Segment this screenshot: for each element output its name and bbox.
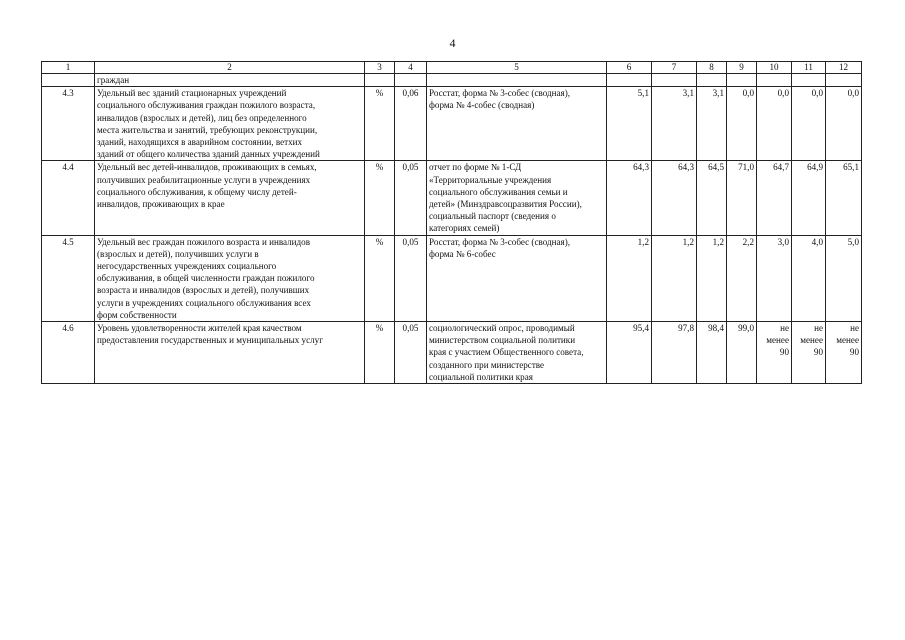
text-line: детей» (Минздравсоцразвития России), <box>429 199 582 210</box>
value-cell: 64,3 <box>652 161 697 235</box>
value-cell: 98,4 <box>697 322 727 384</box>
indicator-name <box>95 87 365 161</box>
text-line: социальный паспорт (сведения о <box>429 211 556 222</box>
text-line: негосударственных учреждениях социального <box>97 261 277 272</box>
empty-cell <box>697 74 727 87</box>
row-number: 4.5 <box>42 235 95 321</box>
header-cell: 2 <box>95 62 365 74</box>
text-line: 90 <box>849 347 859 358</box>
empty-cell <box>652 74 697 87</box>
text-line: менее <box>766 335 789 346</box>
text-line: форма № 6-собес <box>429 248 496 259</box>
header-cell: 8 <box>697 62 727 74</box>
value-cell <box>757 322 792 384</box>
header-cell: 7 <box>652 62 697 74</box>
unit-cell: % <box>365 322 395 384</box>
value-cell: 97,8 <box>652 322 697 384</box>
value-cell: 64,3 <box>607 161 652 235</box>
text-line: Удельный вес граждан пожилого возраста и инвалидов <box>97 236 311 247</box>
text-line: (взрослых и детей), получивших услуги в <box>97 248 259 259</box>
value-cell: 0,0 <box>826 87 862 161</box>
unit-cell: % <box>365 161 395 235</box>
value-cell: 1,2 <box>697 235 727 321</box>
text-line: получивших реабилитационные услуги в учреждениях <box>97 174 311 185</box>
text-line: возраста и инвалидов (взрослых и детей), получивших <box>97 285 310 296</box>
text-line: социальной политики края <box>429 371 533 382</box>
text-line: 90 <box>813 347 823 358</box>
header-cell: 6 <box>607 62 652 74</box>
text-line: социального обслуживания семьи и <box>429 186 568 197</box>
value-cell: 3,1 <box>652 87 697 161</box>
value-cell: 64,9 <box>792 161 826 235</box>
text-line: социального обслуживания граждан пожилого возраста, <box>97 100 316 111</box>
text-line: «Территориальные учреждения <box>429 174 552 185</box>
header-cell: 4 <box>395 62 427 74</box>
text-line: зданий от общего количества зданий данных учреждений <box>97 149 320 160</box>
row-number: 4.4 <box>42 161 95 235</box>
value-cell: 4,0 <box>792 235 826 321</box>
indicator-name <box>95 235 365 321</box>
text-line: созданного при министерстве <box>429 359 545 370</box>
indicator-name <box>95 322 365 384</box>
empty-cell <box>727 74 757 87</box>
value-cell: 5,1 <box>607 87 652 161</box>
text-line: обслуживания, в общей численности граждан пожилого <box>97 273 315 284</box>
empty-cell <box>607 74 652 87</box>
source-cell <box>427 235 607 321</box>
text-line: не <box>850 323 859 334</box>
text-line: социологический опрос, проводимый <box>429 323 575 334</box>
page-number: 4 <box>449 36 456 50</box>
value-cell: 2,2 <box>727 235 757 321</box>
table-row <box>42 322 862 384</box>
continuation-text: граждан <box>95 74 365 87</box>
table-row <box>42 161 862 235</box>
value-cell: 3,0 <box>757 235 792 321</box>
text-line: услуги в учреждениях социального обслуживания всех <box>97 297 311 308</box>
empty-cell <box>427 74 607 87</box>
header-cell: 3 <box>365 62 395 74</box>
value-cell: 1,2 <box>652 235 697 321</box>
value-cell: 3,1 <box>697 87 727 161</box>
value-cell <box>792 322 826 384</box>
empty-cell <box>42 74 95 87</box>
indicators-table <box>41 61 862 384</box>
text-line: инвалидов (взрослых и детей), лиц без определенного <box>97 112 307 123</box>
value-cell: 0,0 <box>757 87 792 161</box>
value-cell: 95,4 <box>607 322 652 384</box>
empty-cell <box>757 74 792 87</box>
empty-cell <box>395 74 427 87</box>
header-cell: 11 <box>792 62 826 74</box>
text-line: инвалидов, проживающих в крае <box>97 199 225 210</box>
unit-cell: % <box>365 87 395 161</box>
weight-cell: 0,06 <box>395 87 427 161</box>
value-cell: 0,0 <box>727 87 757 161</box>
text-line: форма № 4-собес (сводная) <box>429 100 535 111</box>
value-cell: 64,7 <box>757 161 792 235</box>
text-line: места жительства и занятий, требующих реконструкции, <box>97 124 318 135</box>
text-line: Росстат, форма № 3-собес (сводная), <box>429 236 571 247</box>
unit-cell: % <box>365 235 395 321</box>
text-line: социального обслуживания, к общему числу детей- <box>97 186 297 197</box>
source-cell <box>427 87 607 161</box>
text-line: зданий, находящихся в аварийном состоянии, ветхих <box>97 137 303 148</box>
text-line: менее <box>800 335 823 346</box>
continuation-row <box>42 74 862 87</box>
value-cell: 0,0 <box>792 87 826 161</box>
source-cell <box>427 161 607 235</box>
table-row <box>42 87 862 161</box>
value-cell: 65,1 <box>826 161 862 235</box>
text-line: отчет по форме № 1-СД <box>429 162 522 173</box>
text-line: Удельный вес детей-инвалидов, проживающих в семьях, <box>97 162 317 173</box>
weight-cell: 0,05 <box>395 322 427 384</box>
value-cell: 5,0 <box>826 235 862 321</box>
value-cell: 71,0 <box>727 161 757 235</box>
header-row <box>42 62 862 74</box>
text-line: Удельный вес зданий стационарных учреждений <box>97 88 287 99</box>
empty-cell <box>826 74 862 87</box>
table-row <box>42 235 862 321</box>
text-line: предоставления государственных и муниципальных услуг <box>97 335 323 346</box>
empty-cell <box>365 74 395 87</box>
header-cell: 1 <box>42 62 95 74</box>
value-cell <box>826 322 862 384</box>
text-line: Уровень удовлетворенности жителей края качеством <box>97 323 302 334</box>
source-cell <box>427 322 607 384</box>
indicator-name <box>95 161 365 235</box>
header-cell: 5 <box>427 62 607 74</box>
text-line: Росстат, форма № 3-собес (сводная), <box>429 88 571 99</box>
text-line: форм собственности <box>97 309 177 320</box>
header-cell: 12 <box>826 62 862 74</box>
text-line: 90 <box>779 347 789 358</box>
empty-cell <box>792 74 826 87</box>
value-cell: 64,5 <box>697 161 727 235</box>
text-line: не <box>780 323 789 334</box>
value-cell: 1,2 <box>607 235 652 321</box>
text-line: министерством социальной политики <box>429 335 576 346</box>
weight-cell: 0,05 <box>395 235 427 321</box>
header-cell: 9 <box>727 62 757 74</box>
text-line: категориях семей) <box>429 223 500 234</box>
text-line: края с участием Общественного совета, <box>429 347 584 358</box>
row-number: 4.3 <box>42 87 95 161</box>
header-cell: 10 <box>757 62 792 74</box>
text-line: менее <box>836 335 859 346</box>
row-number: 4.6 <box>42 322 95 384</box>
weight-cell: 0,05 <box>395 161 427 235</box>
value-cell: 99,0 <box>727 322 757 384</box>
text-line: не <box>814 323 823 334</box>
